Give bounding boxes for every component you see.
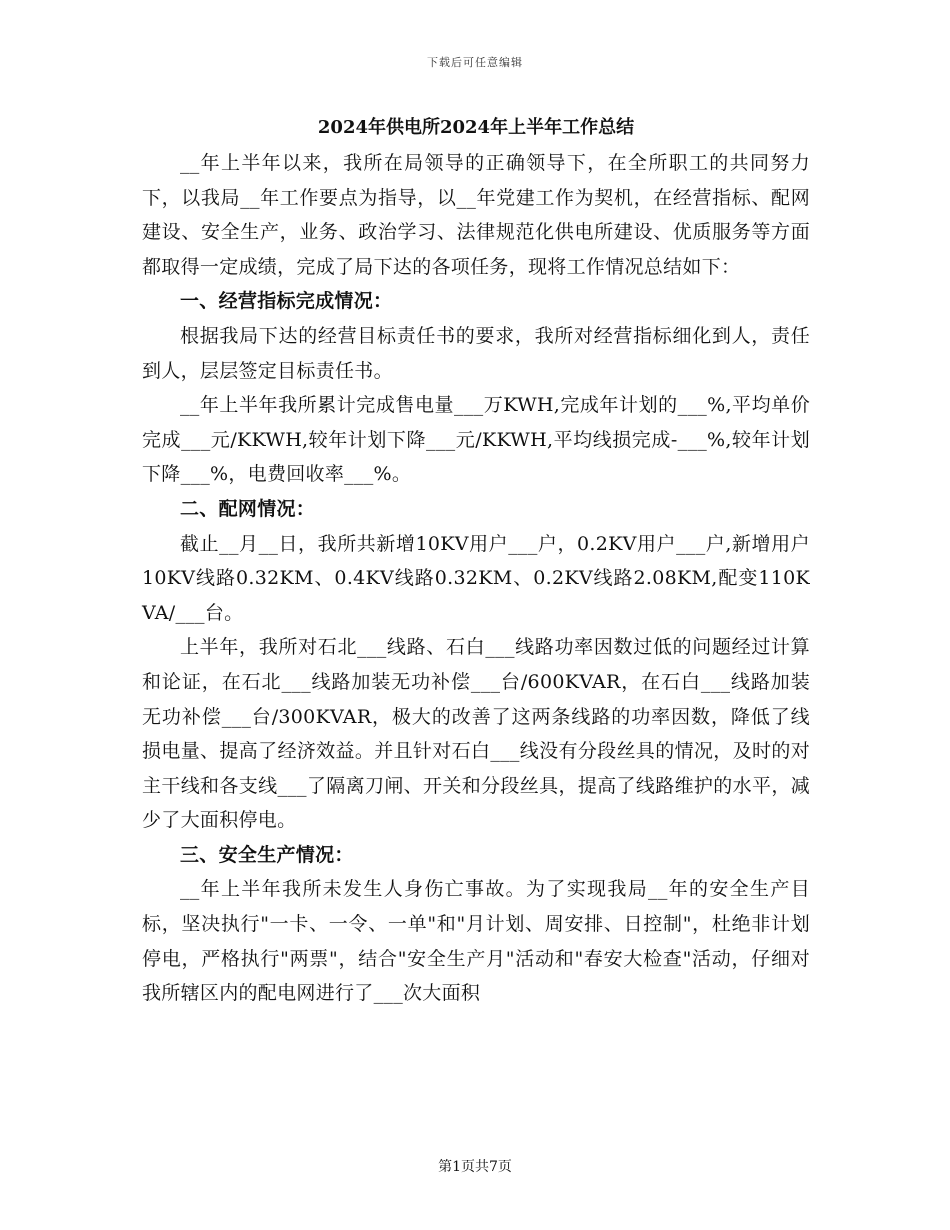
paragraph-section1-1: 根据我局下达的经营目标责任书的要求，我所对经营指标细化到人，责任到人，层层签定目标责任书。 <box>142 324 810 382</box>
document-body <box>142 112 810 1011</box>
paragraph-intro: __年上半年以来，我所在局领导的正确领导下，在全所职工的共同努力下，以我局__年工作要点为指导，以__年党建工作为契机，在经营指标、配网建设、安全生产，业务、政治学习、法律规范化供电所建设、优质服务等方面都取得一定成绩，完成了局下达的各项任务，现将工作情况总结如下： <box>142 152 810 278</box>
section-heading-1: 一、经营指标完成情况： <box>180 290 393 313</box>
section-heading-3: 三、安全生产情况： <box>180 843 354 866</box>
header-note: 下载后可任意编辑 <box>427 56 523 69</box>
page-footer: 第1页共7页 <box>438 1159 512 1175</box>
paragraph-section1-2: __年上半年我所累计完成售电量___万KWH,完成年计划的___%,平均单价完成___元/KKWH,较年计划下降___元/KKWH,平均线损完成-___%,较年计划下降___%，电费回收率___%。 <box>142 394 810 486</box>
paragraph-section2-2: 上半年，我所对石北___线路、石白___线路功率因数过低的问题经过计算和论证，在石北___线路加装无功补偿___台/600KVAR，在石白___线路加装无功补偿___台/300KVAR，极大的改善了这两条线路的功率因数，降低了线损电量、提高了经济效益。并且针对石白___线没有分段丝具的情况，及时的对主干线和各支线___了隔离刀闸、开关和分段丝具，提高了线路维护的水平，减少了大面积停电。 <box>142 636 810 832</box>
section-heading-2: 二、配网情况： <box>180 497 316 520</box>
document-title: 2024年供电所2024年上半年工作总结 <box>317 117 635 138</box>
paragraph-section3-1: __年上半年我所未发生人身伤亡事故。为了实现我局__年的安全生产目标，坚决执行"一卡、一令、一单"和"月计划、周安排、日控制"，杜绝非计划停电，严格执行"两票"，结合"安全生产月"活动和"春安大检查"活动，仔细对我所辖区内的配电网进行了___次大面积 <box>142 878 810 1005</box>
paragraph-section2-1: 截止__月__日，我所共新增10KV用户___户，0.2KV用户___户,新增用户10KV线路0.32KM、0.4KV线路0.32KM、0.2KV线路2.08KM,配变110KVA/___台。 <box>142 532 810 624</box>
